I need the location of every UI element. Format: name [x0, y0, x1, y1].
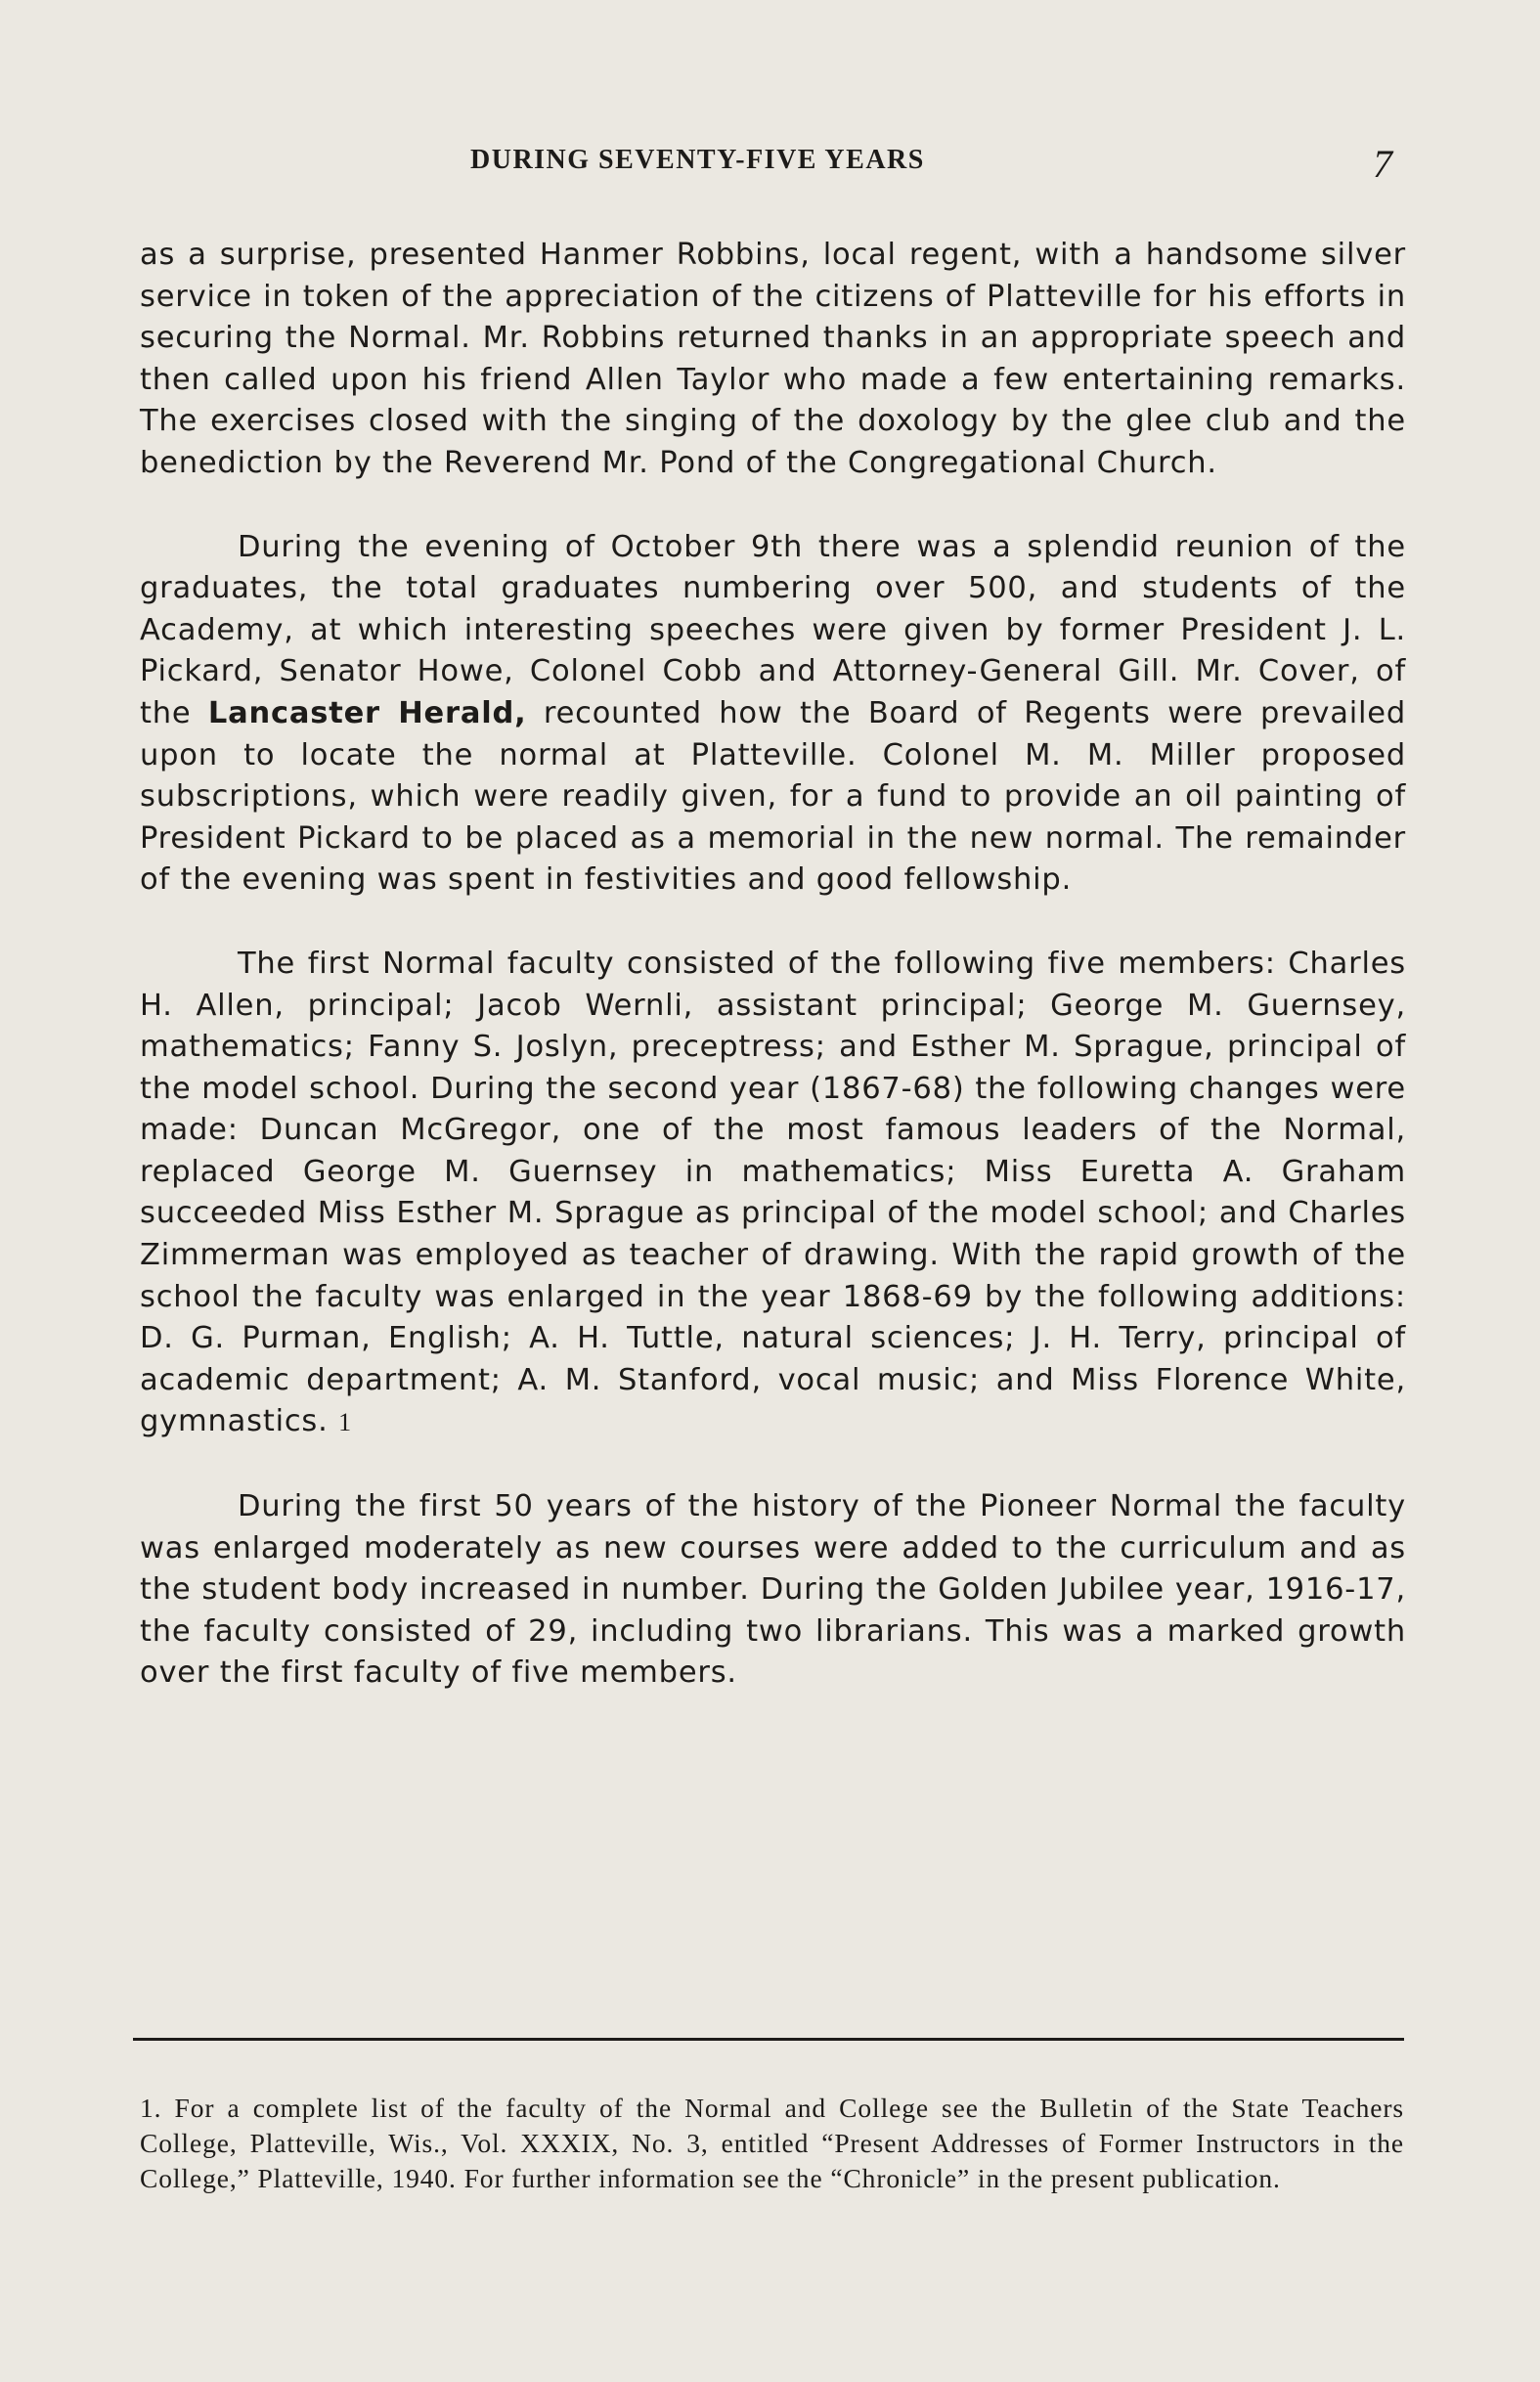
paragraph-reunion	[140, 527, 1406, 902]
paragraph-continuation: as a surprise, presented Hanmer Robbins, local regent, with a handsome silver service in token of the appreciation of the citizens of Platteville for his efforts in securing the Normal. Mr. Robbins returned thanks in an appropriate speech and then called upon his friend Allen Taylor who made a few entertaining remarks. The exercises closed with the singing of the doxology by the glee club and the benediction by the Reverend Mr. Pond of the Congregational Church.	[140, 238, 1406, 480]
newspaper-name: Lancaster Herald,	[207, 695, 527, 730]
body-text	[140, 235, 1406, 1695]
paragraph-first-faculty	[140, 944, 1406, 1444]
paragraph-reunion-text-2: recounted how the Board of Regents were prevailed upon to locate the normal at Platteville. Colonel M. M. Miller proposed subscriptions, which were readily given, for a fund to provide an oil painting of President Pickard to be placed as a memorial in the new normal. The remainder of the evening was spent in festivities and good fellowship.	[140, 695, 1407, 898]
paragraph-reunion-text-1: During the evening of October 9th there was a splendid reunion of the graduates, the total graduates numbering over 500, and students of the Academy, at which interesting speeches were given by former President J. L. Pickard, Senator Howe, Colonel Cobb and Attorney-General Gill. Mr. Cover, of the	[140, 529, 1406, 730]
paragraph-first-faculty-text: The first Normal faculty consisted of the following five members: Charles H. Allen, principal; Jacob Wernli, assistant principal; George M. Guernsey, mathematics; Fanny S. Joslyn, preceptress; and Esther M. Sprague, principal of the model school. During the second year (1867-68) the following changes were made: Duncan McGregor, one of the most famous leaders of the Normal, replaced George M. Guernsey in mathematics; Miss Euretta A. Graham succeeded Miss Esther M. Sprague as principal of the model school; and Charles Zimmerman was employed as teacher of drawing. With the rapid growth of the school the faculty was enlarged in the year 1868-69 by the following additions: D. G. Purman, English; A. H. Tuttle, natural sciences; J. H. Terry, principal of academic department; A. M. Stanford, vocal music; and Miss Florence White, gymnastics.	[140, 946, 1406, 1439]
running-head	[0, 142, 1540, 186]
page-number: 7	[1373, 142, 1392, 186]
footnote-divider	[133, 2038, 1404, 2041]
running-title: DURING SEVENTY-FIVE YEARS	[470, 145, 925, 175]
footnote-reference[interactable]: 1	[338, 1408, 352, 1437]
paragraph-faculty-growth: During the first 50 years of the history of the Pioneer Normal the faculty was enlarged moderately as new courses were added to the curriculum and as the student body increased in number. During the Golden Jubilee year, 1916-17, the faculty consisted of 29, including two librarians. This was a marked growth over the first faculty of five members.	[140, 1489, 1406, 1691]
footnote: 1. For a complete list of the faculty of the Normal and College see the Bulletin of the State Teachers College, Platteville, Wis., Vol. XXXIX, No. 3, entitled “Present Addresses of Former Instructors in the College,” Platteville, 1940. For further information see the “Chronicle” in the present publication.	[140, 2093, 1404, 2193]
